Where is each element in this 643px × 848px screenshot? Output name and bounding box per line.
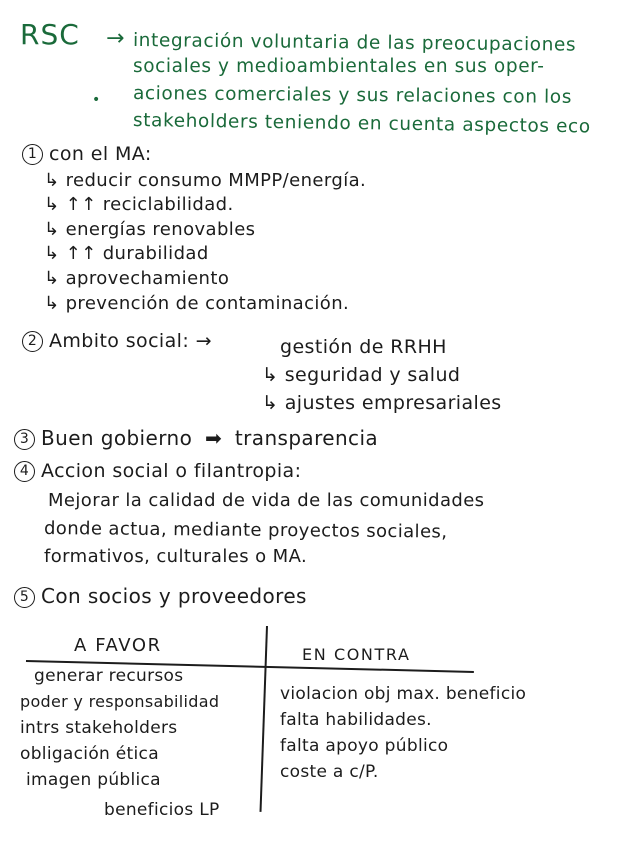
contra-item-4: coste a c/P. [280, 762, 379, 782]
section-1-title [22, 143, 152, 165]
contra-item-2: falta habilidades. [280, 710, 432, 730]
definition-arrow: → [106, 26, 125, 51]
favor-item-5: imagen pública [26, 770, 161, 790]
rsc-term: RSC [20, 18, 80, 51]
section-5-title [14, 584, 307, 608]
favor-item-6: beneficios LP [104, 800, 220, 820]
section-number-1: 1 [22, 144, 43, 165]
table-vertical-rule [260, 626, 268, 812]
s2-item-2: ↳ seguridad y salud [262, 364, 461, 386]
s1-item-4: ↳ ↑↑ durabilidad [44, 243, 209, 264]
definition-line-2: sociales y medioambientales en sus oper- [133, 56, 545, 77]
favor-header: A FAVOR [74, 635, 162, 656]
section-2-title-text: Ambito social: → [49, 330, 212, 352]
contra-header: EN CONTRA [302, 645, 411, 664]
s4-line-1: Mejorar la calidad de vida de las comunidades [48, 490, 485, 511]
s2-item-3: ↳ ajustes empresariales [262, 392, 502, 414]
section-4-title [14, 460, 301, 482]
definition-line-3: aciones comerciales y sus relaciones con los [132, 83, 573, 108]
favor-item-2: poder y responsabilidad [20, 692, 220, 711]
favor-item-3: intrs stakeholders [20, 718, 178, 738]
s4-line-2: donde actua, mediante proyectos sociales, [43, 518, 448, 543]
section-3-arrow: ➡ [204, 426, 223, 450]
section-3-title-text: Buen gobierno [41, 426, 193, 450]
section-number-4: 4 [14, 461, 35, 482]
s1-item-3: ↳ energías renovables [44, 219, 256, 240]
section-3-target: transparencia [234, 426, 379, 450]
definition-line-1: integración voluntaria de las preocupaciones [132, 30, 577, 56]
section-5-title-text: Con socios y proveedores [41, 584, 307, 608]
section-number-5: 5 [14, 587, 35, 608]
s1-item-2: ↳ ↑↑ reciclabilidad. [44, 194, 234, 215]
s1-item-6: ↳ prevención de contaminación. [44, 293, 350, 314]
definition-bullet: • [92, 92, 101, 108]
definition-line-4: stakeholders teniendo en cuenta aspectos eco [132, 110, 591, 138]
contra-item-1: violacion obj max. beneficio [280, 684, 527, 704]
s1-item-1: ↳ reducir consumo MMPP/energía. [44, 170, 367, 191]
section-4-title-text: Accion social o filantropia: [41, 460, 302, 482]
section-number-2: 2 [22, 331, 43, 352]
section-1-title-text: con el MA: [49, 143, 152, 165]
s2-item-1: gestión de RRHH [280, 336, 447, 358]
contra-item-3: falta apoyo público [280, 736, 449, 756]
favor-item-4: obligación ética [20, 744, 159, 764]
favor-item-1: generar recursos [34, 666, 184, 686]
section-3-title [14, 426, 378, 450]
section-number-3: 3 [14, 429, 35, 450]
section-2-title [22, 330, 212, 352]
s1-item-5: ↳ aprovechamiento [44, 268, 230, 289]
s4-line-3: formativos, culturales o MA. [44, 546, 308, 567]
